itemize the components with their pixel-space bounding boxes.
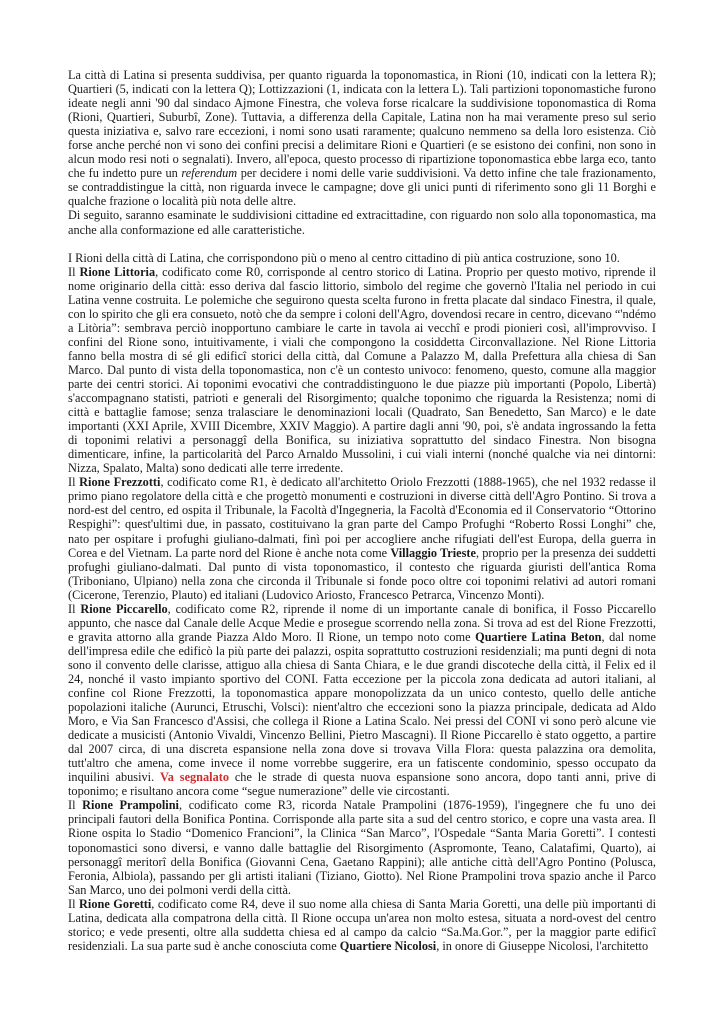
intro-paragraph-2: Di seguito, saranno esaminate le suddivisioni cittadine ed extracittadine, con riguardo non solo alla toponomastica, ma anche alla conformazione ed alle caratteristiche.	[68, 208, 656, 237]
rione-prampolini-text: , codificato come R3, ricorda Natale Prampolini (1876-1959), l'ingegnere che fu uno dei principali fautori della Bonifica Pontina. Corrisponde alla parte sita a sud del centro storico, e copre una vasta area. Il Rione ospita lo Stadio “Domenico Francioni”, la Clinica “San Marco”, l'Ospedale “Santa Maria Goretti”. I contesti toponomastici sono diversi, e vanno dalle battaglie del Risorgimento (Aspromonte, Teano, Calatafimi, Quarto), ai personaggî meritorî della Bonifica (Giovanni Cena, Gaetano Rappini); alle antiche città dell'Agro Pontino (Polusca, Feronia, Albiola), passando per gli artisti italiani (Tiziano, Giotto). Nel Rione Prampolini trova spazio anche il Parco San Marco, uno dei polmoni verdi della città.	[68, 798, 656, 897]
rioni-intro: I Rioni della città di Latina, che corrispondono più o meno al centro cittadino di più antica costruzione, sono 10.	[68, 250, 620, 265]
intro-referendum-term: referendum	[181, 166, 238, 181]
rione-goretti-name: Rione Goretti	[79, 896, 152, 911]
rione-piccarello-name: Rione Piccarello	[80, 601, 168, 616]
rione-littoria-paragraph	[68, 265, 656, 476]
rione-prampolini-paragraph	[68, 798, 656, 896]
article: Il	[68, 896, 80, 911]
rione-piccarello-paragraph	[68, 602, 656, 799]
rione-goretti-text-b: , in onore di Giuseppe Nicolosi, l'architetto	[436, 938, 649, 953]
rione-piccarello-text-a: , codificato come R2, riprende il nome di un importante canale di bonifica, il Fosso Piccarello appunto, che nasce dal Canale delle Acque Medie e prosegue scorrendo nella zona. Si trova ad est del Rione Frezzotti, e gravita attorno alla grande Piazza Aldo Moro. Il Rione, un tempo noto come	[68, 601, 657, 644]
villaggio-trieste-name: Villaggio Trieste	[390, 545, 476, 560]
intro-paragraph	[68, 68, 656, 208]
rione-piccarello-text-c: che le strade di questa nuova espansione sono ancora, dopo tanti anni, prive di toponimo; e risultano ancora come “segue numerazione” delle vie circostanti.	[68, 770, 656, 799]
rione-frezzotti-paragraph	[68, 475, 656, 601]
rione-frezzotti-text-b: , proprio per la presenza dei suddetti profughi giuliano-dalmati. Dal punto di vista toponomastico, il contesto che riguarda giuristi dell'antica Roma (Triboniano, Ulpiano) nella zona che circonda il Tribunale si fonde poco oltre coi toponimi relativi ad autori romani (Cicerone, Terenzio, Plauto) ed italiani (Ludovico Ariosto, Francesco Petrarca, Vincenzo Monti).	[68, 545, 656, 602]
rione-goretti-text-a: , codificato come R4, deve il suo nome alla chiesa di Santa Maria Goretti, una delle più importanti di Latina, dedicata alla compatrona della città. Il Rione occupa un'area non molto estesa, situata a nord-ovest del centro storico; e vede presenti, oltre alla suddetta chiesa ed al campo da calcio “Sa.Ma.Gor.”, per la maggior parte edificî residenziali. La sua parte sud è anche conosciuta come	[68, 896, 656, 953]
rione-littoria-name: Rione Littoria	[79, 264, 156, 279]
document-page	[68, 68, 656, 953]
article: Il	[68, 601, 81, 616]
flagged-text: Va segnalato	[160, 770, 229, 785]
rione-goretti-paragraph	[68, 897, 656, 953]
article: Il	[68, 798, 83, 813]
rione-prampolini-name: Rione Prampolini	[82, 798, 179, 813]
intro-text-a: La città di Latina si presenta suddivisa, per quanto riguarda la toponomastica, in Rioni (10, indicati con la lettera R); Quartieri (5, indicati con la lettera Q); Lottizzazioni (1, indicata con la lettera L). Tali partizioni toponomastiche furono ideate negli anni '90 dal sindaco Ajmone Finestra, che voleva forse ricalcare la suddivisione toponomastica di Roma (Rioni, Quartieri, Suburbî, Zone). Tuttavia, a differenza della Capitale, Latina non ha mai veramente preso sul serio questa iniziativa e, salvo rare eccezioni, i nomi sono usati raramente; qualcuno nemmeno sa della loro esistenza. Ciò forse anche perché non vi sono dei confini precisi a delimitare Rioni e Quartieri (e se esistono dei confini, non sono in alcun modo resi noti o segnalati). Invero, all'epoca, questo processo di ripartizione toponomastica ebbe larga eco, tanto che fu indetto pure un	[68, 68, 656, 181]
intro-text-b: per decidere i nomi delle varie suddivisioni. Va detto infine che tale frazionamento, se contraddistingue la città, non riguarda invece le campagne; dove gli unici punti di riferimento sono gli 11 Borghi e qualche frazione o località più nota delle altre.	[68, 166, 656, 209]
rione-frezzotti-text-a: , codificato come R1, è dedicato all'architetto Oriolo Frezzotti (1888-1965), che nel 1932 redasse il primo piano regolatore della città e che progettò monumenti e costruzioni in diverse città dell'Agro Pontino. Si trova a nord-est del centro, ed ospita il Tribunale, la Facoltà d'Ingegneria, la Facoltà d'Economia ed il Conservatorio “Ottorino Respighi”: quest'ultimi due, in passato, costituivano la gran parte del Campo Profughi “Roberto Rossi Longhi” che, nato per ospitare i profughi giuliano-dalmati, finì poi per accogliere anche rifugiati dell'est Europa, della guerra in Corea e del Vietnam. La parte nord del Rione è anche nota come	[68, 475, 656, 560]
article: Il	[68, 264, 80, 279]
rione-littoria-text: , codificato come R0, corrisponde al centro storico di Latina. Proprio per questo motivo, riprende il nome originario della città: esso deriva dal fascio littorio, simbolo del regime che governò l'Italia nel periodo in cui Latina venne costruita. Le polemiche che seguirono questa scelta furono in fretta placate dal sindaco Finestra, il quale, con lo spirito che gli era consueto, notò che da sempre i coloni dell'Agro, dovendosi recare in centro, dicevano “'ndémo a Litòria”: sembrava perciò inopportuno cambiare le carte in tavola ai vecchî e prodi pionieri così, all'improvviso. I confini del Rione sono, intuitivamente, i viali che compongono la cosiddetta Circonvallazione. Nel Rione Littoria fanno bella mostra di sé gli edificî storici della città, dal Comune a Palazzo M, dalla Prefettura alla chiesa di San Marco. Dal punto di vista della toponomastica, non c'è un contesto univoco: fenomeno, questo, comune alla maggior parte dei centri storici. Ai toponimi evocativi che contraddistinguono le due piazze più importanti (Popolo, Libertà) s'accompagnano statisti, patrioti e generali del Risorgimento; qualche toponimo che riguarda la Resistenza; nomi di città e battaglie famose; senza tralasciare le denominazioni locali (Quadrato, San Benedetto, San Marco) e le date importanti (XXI Aprile, XVIII Dicembre, XXIV Maggio). A partire dagli anni '90, poi, s'è andata ingrossando la fetta di toponimi relativi a personaggî della Bonifica, su iniziativa soprattutto del sindaco Finestra. Non bisogna dimenticare, infine, la particolarità del Parco Arnaldo Mussolini, i cui viali interni (nonché qualche via nei dintorni: Nizza, Spalato, Malta) sono dedicati alle terre irredente.	[68, 264, 656, 476]
article: Il	[68, 475, 80, 490]
paragraph-gap	[68, 237, 656, 251]
rione-piccarello-text-b: , dal nome dell'impresa edile che edificò la più parte dei palazzi, ospita soprattutto costruzioni residenziali; ma punti degni di nota sono il convento delle clarisse, attiguo alla chiesa di Santa Chiara, e le due grandi discoteche della città, il Felix ed il 24, nonché il vasto impianto sportivo del CONI. Fatta eccezione per la piccola zona dedicata ad autori italiani, al confine col Rione Frezzotti, la toponomastica appare monopolizzata da un unico contesto, quello delle antiche popolazioni italiche (Aurunci, Etruschi, Volsci): nient'altro che eccezioni sono la piazza principale, dedicata ad Aldo Moro, e Via San Francesco d'Assisi, che collega il Rione a Latina Scalo. Nei pressi del CONI vi sono però alcune vie dedicate a musicisti (Antonio Vivaldi, Vincenzo Bellini, Pietro Mascagni). Il Rione Piccarello è stato oggetto, a partire dal 2007 circa, di una discreta espansione nella zona dove si trovava Villa Flora: questa palazzina ora demolita, tutt'altro che amena, come invece il nome vorrebbe suggerire, era un fatiscente condominio, spesso occupato da inquilini abusivi.	[68, 629, 656, 785]
quartiere-latina-beton-name: Quartiere Latina Beton	[475, 629, 602, 644]
rione-frezzotti-name: Rione Frezzotti	[79, 475, 161, 490]
quartiere-nicolosi-name: Quartiere Nicolosi	[339, 938, 437, 953]
